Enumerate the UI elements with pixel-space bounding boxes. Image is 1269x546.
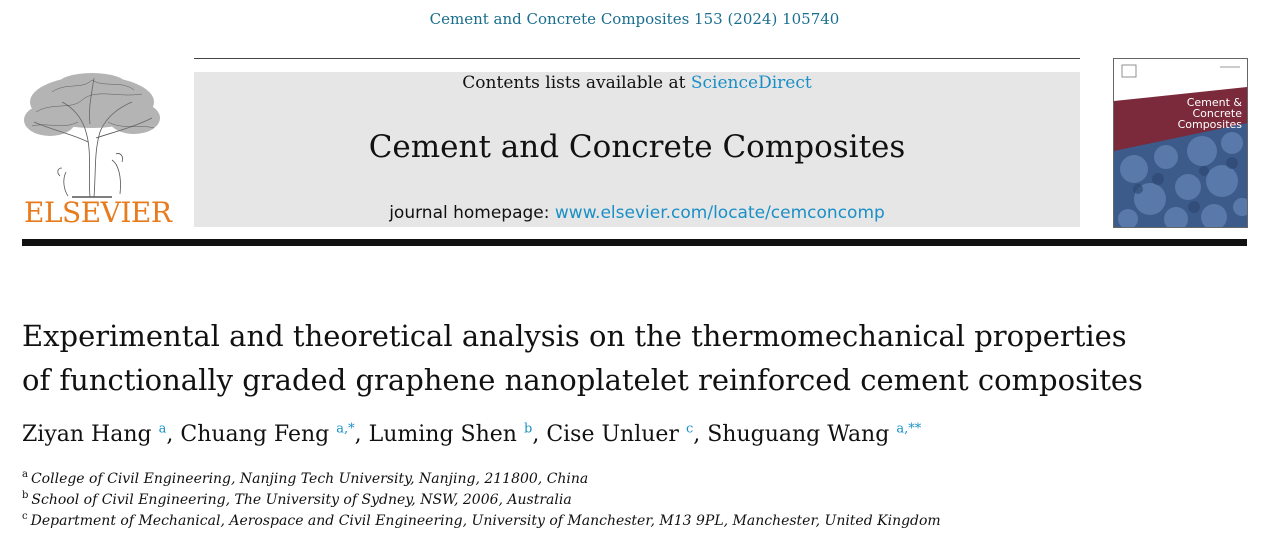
author-list [22,420,1222,450]
article-title-line2: of functionally graded graphene nanoplatelet reinforced cement composites [22,363,1143,397]
affiliation-item [22,490,1222,511]
journal-citation[interactable]: Cement and Concrete Composites 153 (2024) 105740 [429,10,840,28]
affiliation-item [22,469,1222,490]
article-title [22,314,1172,402]
homepage-link[interactable]: www.elsevier.com/locate/cemconcomp [554,203,885,223]
journal-cover[interactable] [1113,58,1248,228]
cover-title-line1: Cement & [1186,96,1242,109]
contents-prefix: Contents lists available at [462,73,691,93]
affiliation-key: a [22,469,28,481]
journal-banner [194,72,1080,227]
author-name[interactable]: Chuang Feng [180,422,330,447]
author-affiliation-mark[interactable]: a,* [336,421,355,437]
author-name[interactable]: Shuguang Wang [707,422,890,447]
sciencedirect-link[interactable]: ScienceDirect [690,73,812,93]
author-name[interactable]: Cise Unluer [546,422,679,447]
homepage-prefix: journal homepage: [389,203,555,223]
affiliation-text: Department of Mechanical, Aerospace and Civil Engineering, University of Manchester, M13 9PL, Manchester, United Kingdom [30,513,941,529]
author-separator: , [693,422,708,447]
author-affiliation-mark[interactable]: a,** [896,421,922,437]
author-name[interactable]: Luming Shen [368,422,517,447]
cover-title [1114,97,1242,130]
elsevier-logo[interactable] [22,72,172,230]
author-separator: , [354,422,369,447]
journal-title: Cement and Concrete Composites [368,129,906,165]
elsevier-tree-icon [22,72,162,198]
author-affiliation-mark[interactable]: b [523,421,533,437]
homepage-line [194,203,1080,223]
affiliation-list [22,469,1222,532]
author-name[interactable]: Ziyan Hang [22,422,152,447]
affiliation-item [22,511,1222,532]
header-rule [22,239,1247,246]
affiliation-text: School of Civil Engineering, The University of Sydney, NSW, 2006, Australia [31,492,572,508]
affiliation-key: c [22,511,28,523]
affiliation-text: College of Civil Engineering, Nanjing Tech University, Nanjing, 211800, China [30,471,589,487]
author-separator: , [166,422,181,447]
cover-title-line2: Concrete [1192,107,1242,120]
article-title-line1: Experimental and theoretical analysis on the thermomechanical properties [22,319,1127,353]
author-affiliation-mark[interactable]: a [158,421,167,437]
cover-image [1114,59,1247,227]
contents-line [194,73,1080,93]
affiliation-key: b [22,490,29,502]
author-affiliation-mark[interactable]: c [685,421,694,437]
cover-title-line3: Composites [1177,118,1242,131]
author-separator: , [532,422,547,447]
header-divider [194,58,1080,59]
elsevier-wordmark: ELSEVIER [24,196,172,229]
